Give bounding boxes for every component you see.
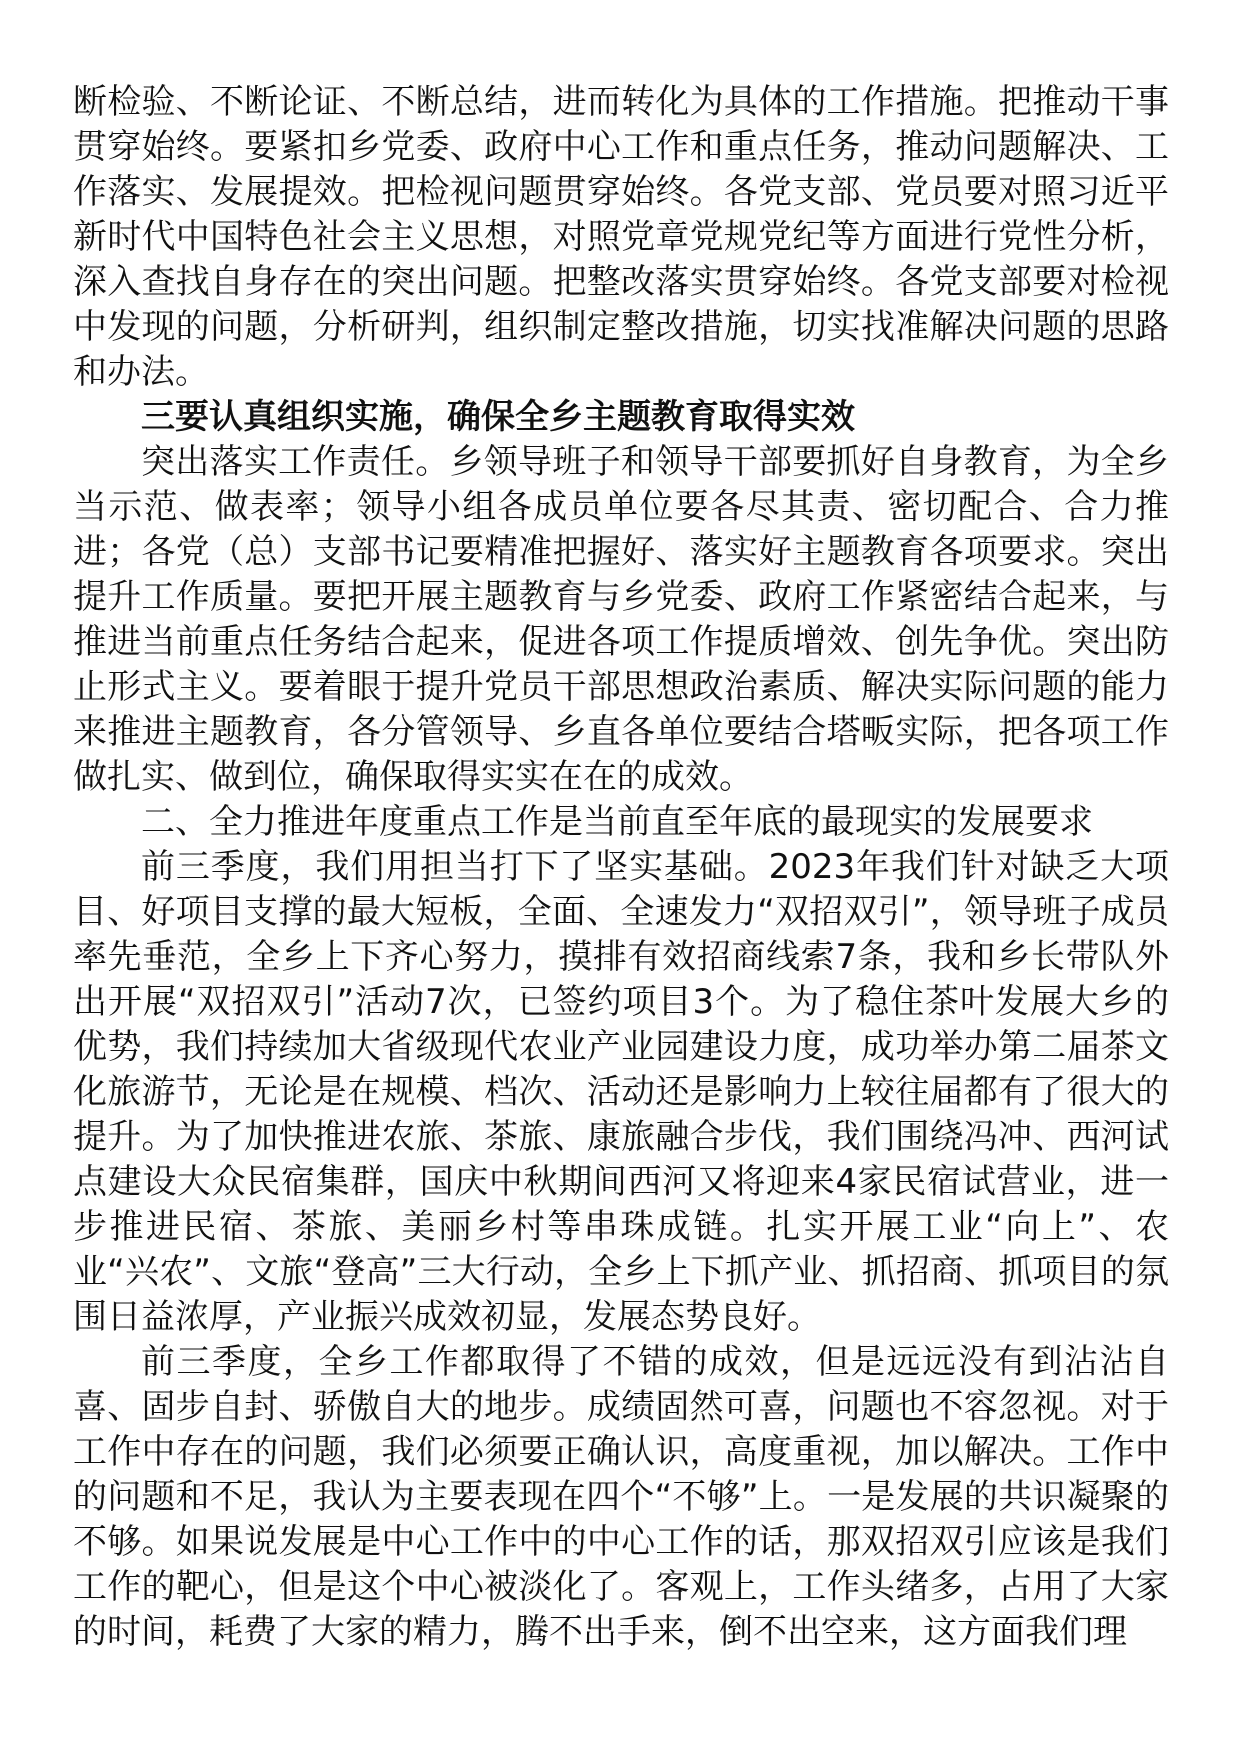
section-heading-two: 二、全力推进年度重点工作是当前直至年底的最现实的发展要求 (141, 802, 1093, 842)
paragraph-implementation: 突出落实工作责任。乡领导班子和领导干部要抓好自身教育，为全乡当示范、做表率；领导小组各成员单位要各尽其责、密切配合、合力推进；各党（总）支部书记要精准把握好、落实好主题教育各项要求。突出提升工作质量。要把开展主题教育与乡党委、政府工作紧密结合起来，与推进当前重点任务结合起来，促进各项工作提质增效、创先争优。突出防止形式主义。要着眼于提升党员干部思想政治素质、解决实际问题的能力来推进主题教育，各分管领导、乡直各单位要结合塔畈实际，把各项工作做扎实、做到位，确保取得实实在在的成效。 (73, 442, 1169, 797)
document-body (73, 80, 1169, 1655)
section-heading-three: 三要认真组织实施，确保全乡主题教育取得实效 (141, 397, 855, 437)
paragraph-first-three-quarters: 前三季度，我们用担当打下了坚实基础。2023年我们针对缺乏大项目、好项目支撑的最大短板，全面、全速发力“双招双引”，领导班子成员率先垂范，全乡上下齐心努力，摸排有效招商线索7条，我和乡长带队外出开展“双招双引”活动7次，已签约项目3个。为了稳住茶叶发展大乡的优势，我们持续加大省级现代农业产业园建设力度，成功举办第二届茶文化旅游节，无论是在规模、档次、活动还是影响力上较往届都有了很大的提升。为了加快推进农旅、茶旅、康旅融合步伐，我们围绕冯冲、西河试点建设大众民宿集群，国庆中秋期间西河又将迎来4家民宿试营业，进一步推进民宿、茶旅、美丽乡村等串珠成链。扎实开展工业“向上”、农业“兴农”、文旅“登高”三大行动，全乡上下抓产业、抓招商、抓项目的氛围日益浓厚，产业振兴成效初显，发展态势良好。 (73, 847, 1169, 1337)
paragraph-problems: 前三季度，全乡工作都取得了不错的成效，但是远远没有到沾沾自喜、固步自封、骄傲自大的地步。成绩固然可喜，问题也不容忽视。对于工作中存在的问题，我们必须要正确认识，高度重视，加以解决。工作中的问题和不足，我认为主要表现在四个“不够”上。一是发展的共识凝聚的不够。如果说发展是中心工作中的中心工作的话，那双招双引应该是我们工作的靶心，但是这个中心被淡化了。客观上，工作头绪多，占用了大家的时间，耗费了大家的精力，腾不出手来，倒不出空来，这方面我们理 (73, 1342, 1169, 1652)
paragraph-continuation: 断检验、不断论证、不断总结，进而转化为具体的工作措施。把推动干事贯穿始终。要紧扣乡党委、政府中心工作和重点任务，推动问题解决、工作落实、发展提效。把检视问题贯穿始终。各党支部、党员要对照习近平新时代中国特色社会主义思想，对照党章党规党纪等方面进行党性分析，深入查找自身存在的突出问题。把整改落实贯穿始终。各党支部要对检视中发现的问题，分析研判，组织制定整改措施，切实找准解决问题的思路和办法。 (73, 82, 1169, 392)
